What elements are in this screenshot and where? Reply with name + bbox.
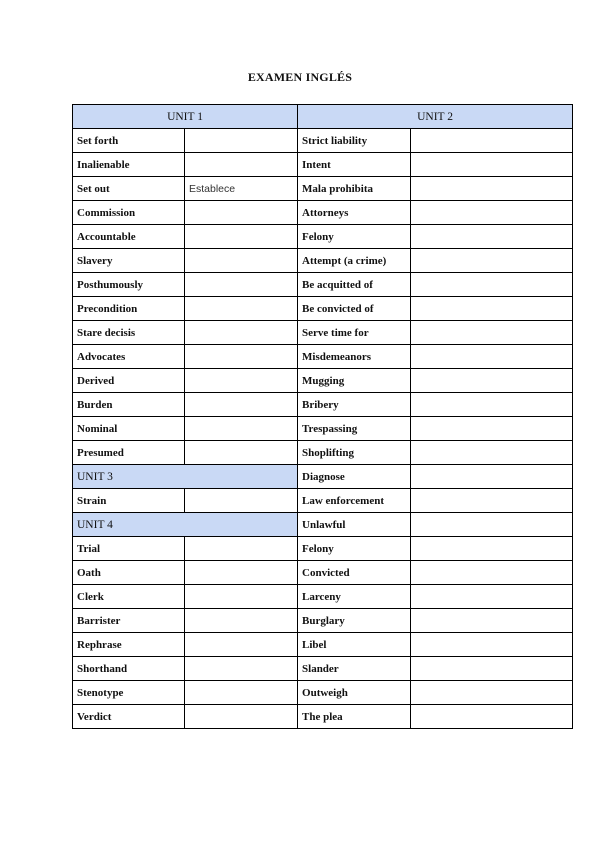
unit-1-answer-field[interactable] <box>185 393 298 417</box>
unit-2-term: Strict liability <box>298 129 411 153</box>
unit-2-answer-field[interactable] <box>411 609 573 633</box>
unit-2-term: Bribery <box>298 393 411 417</box>
unit-2-term: Diagnose <box>298 465 411 489</box>
unit-2-answer-field[interactable] <box>411 201 573 225</box>
table-row <box>73 153 573 177</box>
unit-2-term: Be convicted of <box>298 297 411 321</box>
unit-1-term: Derived <box>73 369 185 393</box>
table-row <box>73 249 573 273</box>
unit-4-term: Trial <box>73 537 185 561</box>
unit-1-answer-field[interactable] <box>185 201 298 225</box>
unit-2-term: Unlawful <box>298 513 411 537</box>
unit-2-term: Serve time for <box>298 321 411 345</box>
unit-4-header: UNIT 4 <box>73 513 298 537</box>
table-row <box>73 201 573 225</box>
unit-1-term: Presumed <box>73 441 185 465</box>
unit-2-term: Felony <box>298 537 411 561</box>
unit-3-term: Strain <box>73 489 185 513</box>
unit-4-answer-field[interactable] <box>185 537 298 561</box>
unit-1-answer-field[interactable] <box>185 441 298 465</box>
table-row <box>73 273 573 297</box>
unit-2-answer-field[interactable] <box>411 705 573 729</box>
unit-4-term: Stenotype <box>73 681 185 705</box>
unit-4-answer-field[interactable] <box>185 585 298 609</box>
unit-4-answer-field[interactable] <box>185 657 298 681</box>
unit-2-term: Larceny <box>298 585 411 609</box>
table-row <box>73 609 573 633</box>
unit-4-term: Verdict <box>73 705 185 729</box>
unit-2-answer-field[interactable] <box>411 513 573 537</box>
unit-2-term: Trespassing <box>298 417 411 441</box>
table-row <box>73 705 573 729</box>
unit-2-term: Intent <box>298 153 411 177</box>
unit-2-term: Attorneys <box>298 201 411 225</box>
unit-4-answer-field[interactable] <box>185 705 298 729</box>
table-row <box>73 513 573 537</box>
unit-2-term: Misdemeanors <box>298 345 411 369</box>
unit-2-term: Burglary <box>298 609 411 633</box>
unit-1-term: Accountable <box>73 225 185 249</box>
unit-2-answer-field[interactable] <box>411 225 573 249</box>
table-row <box>73 465 573 489</box>
unit-1-answer-field[interactable] <box>185 321 298 345</box>
unit-1-term: Inalienable <box>73 153 185 177</box>
unit-4-term: Oath <box>73 561 185 585</box>
unit-2-term: The plea <box>298 705 411 729</box>
table-row <box>73 345 573 369</box>
unit-1-term: Posthumously <box>73 273 185 297</box>
table-row <box>73 369 573 393</box>
unit-2-term: Law enforcement <box>298 489 411 513</box>
unit-1-term: Slavery <box>73 249 185 273</box>
unit-2-answer-field[interactable] <box>411 441 573 465</box>
unit-4-term: Rephrase <box>73 633 185 657</box>
unit-1-answer-field[interactable] <box>185 153 298 177</box>
table-row <box>73 681 573 705</box>
unit-2-answer-field[interactable] <box>411 369 573 393</box>
unit-2-answer-field[interactable] <box>411 177 573 201</box>
unit-1-term: Burden <box>73 393 185 417</box>
unit-2-term: Libel <box>298 633 411 657</box>
unit-4-answer-field[interactable] <box>185 609 298 633</box>
unit-2-term: Outweigh <box>298 681 411 705</box>
unit-2-term: Shoplifting <box>298 441 411 465</box>
table-row <box>73 633 573 657</box>
unit-2-answer-field[interactable] <box>411 345 573 369</box>
table-row <box>73 441 573 465</box>
unit-1-term: Precondition <box>73 297 185 321</box>
unit-1-term: Nominal <box>73 417 185 441</box>
table-row <box>73 225 573 249</box>
unit-1-answer-field[interactable]: Establece <box>185 177 298 201</box>
unit-2-header: UNIT 2 <box>298 105 573 129</box>
unit-2-answer-field[interactable] <box>411 273 573 297</box>
unit-2-answer-field[interactable] <box>411 129 573 153</box>
unit-1-answer-field[interactable] <box>185 369 298 393</box>
unit-1-answer-field[interactable] <box>185 273 298 297</box>
unit-2-answer-field[interactable] <box>411 633 573 657</box>
unit-4-term: Shorthand <box>73 657 185 681</box>
table-row <box>73 657 573 681</box>
unit-2-answer-field[interactable] <box>411 297 573 321</box>
unit-4-answer-field[interactable] <box>185 633 298 657</box>
unit-1-answer-field[interactable] <box>185 249 298 273</box>
unit-1-term: Set forth <box>73 129 185 153</box>
unit-2-answer-field[interactable] <box>411 393 573 417</box>
table-row <box>73 537 573 561</box>
unit-2-answer-field[interactable] <box>411 585 573 609</box>
unit-2-term: Be acquitted of <box>298 273 411 297</box>
unit-4-term: Clerk <box>73 585 185 609</box>
unit-1-answer-field[interactable] <box>185 345 298 369</box>
unit-2-answer-field[interactable] <box>411 561 573 585</box>
table-row <box>73 297 573 321</box>
unit-2-answer-field[interactable] <box>411 249 573 273</box>
unit-2-term: Felony <box>298 225 411 249</box>
unit-2-answer-field[interactable] <box>411 681 573 705</box>
unit-3-answer-field[interactable] <box>185 489 298 513</box>
unit-2-term: Attempt (a crime) <box>298 249 411 273</box>
unit-2-term: Slander <box>298 657 411 681</box>
table-row <box>73 417 573 441</box>
unit-2-answer-field[interactable] <box>411 537 573 561</box>
unit-2-answer-field[interactable] <box>411 321 573 345</box>
unit-2-answer-field[interactable] <box>411 465 573 489</box>
page-title: EXAMEN INGLÉS <box>247 70 353 84</box>
unit-1-term: Set out <box>73 177 185 201</box>
table-row <box>73 561 573 585</box>
unit-2-answer-field[interactable] <box>411 657 573 681</box>
unit-2-answer-field[interactable] <box>411 489 573 513</box>
unit-1-term: Advocates <box>73 345 185 369</box>
table-row <box>73 129 573 153</box>
table-row <box>73 489 573 513</box>
unit-4-term: Barrister <box>73 609 185 633</box>
table-row <box>73 177 573 201</box>
unit-1-answer-field[interactable] <box>185 417 298 441</box>
unit-1-answer-field[interactable] <box>185 129 298 153</box>
unit-2-answer-field[interactable] <box>411 153 573 177</box>
unit-2-term: Mala prohibita <box>298 177 411 201</box>
vocabulary-table <box>72 104 573 729</box>
table-header-row <box>73 105 573 129</box>
unit-1-term: Stare decisis <box>73 321 185 345</box>
unit-1-answer-field[interactable] <box>185 297 298 321</box>
table-row <box>73 393 573 417</box>
unit-4-answer-field[interactable] <box>185 561 298 585</box>
unit-3-header: UNIT 3 <box>73 465 298 489</box>
unit-1-header: UNIT 1 <box>73 105 298 129</box>
unit-1-term: Commission <box>73 201 185 225</box>
unit-2-answer-field[interactable] <box>411 417 573 441</box>
table-row <box>73 585 573 609</box>
table-row <box>73 321 573 345</box>
unit-2-term: Convicted <box>298 561 411 585</box>
unit-1-answer-field[interactable] <box>185 225 298 249</box>
unit-4-answer-field[interactable] <box>185 681 298 705</box>
unit-2-term: Mugging <box>298 369 411 393</box>
